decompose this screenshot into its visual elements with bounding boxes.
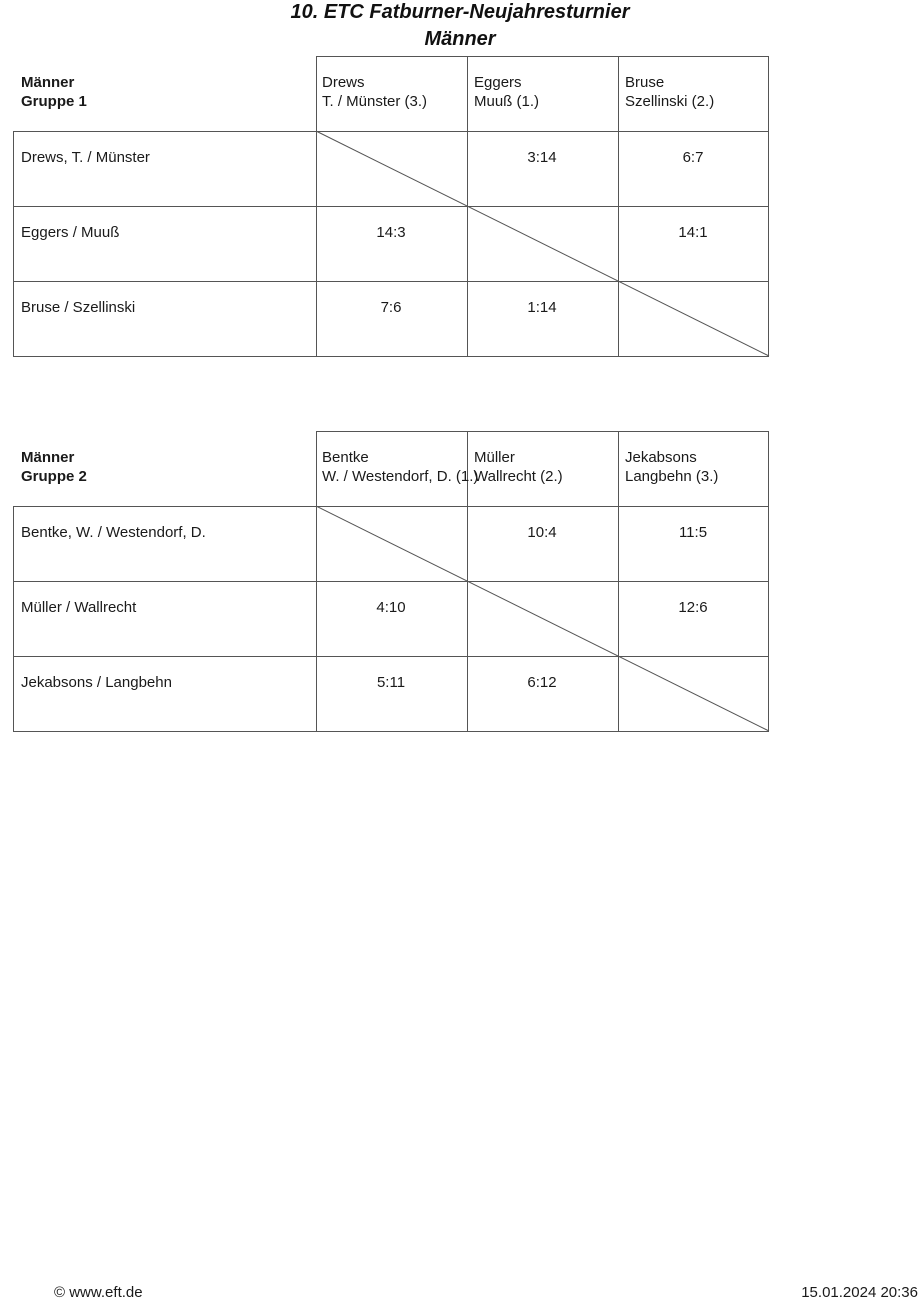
page-title: 10. ETC Fatburner-Neujahresturnier bbox=[290, 1, 630, 23]
column-header bbox=[625, 73, 714, 111]
grid-line bbox=[13, 356, 769, 357]
column-header-line2: Wallrecht (2.) bbox=[474, 468, 563, 485]
column-header-line2: Szellinski (2.) bbox=[625, 93, 715, 110]
column-header-line1: Bentke bbox=[322, 449, 369, 466]
column-header-line1: Jekabsons bbox=[625, 449, 697, 466]
footer-copyright-link[interactable]: © www.eft.de bbox=[54, 1284, 143, 1301]
score-cell: 11:5 bbox=[678, 524, 708, 541]
score-cell: 10:4 bbox=[527, 524, 557, 541]
score-cell: 6:7 bbox=[682, 149, 704, 166]
grid-line bbox=[13, 731, 769, 732]
column-header-line1: Müller bbox=[474, 449, 515, 466]
group-1-table bbox=[13, 56, 769, 356]
score-cell: 12:6 bbox=[678, 599, 708, 616]
group-2-table bbox=[13, 431, 769, 731]
score-cell: 6:12 bbox=[527, 674, 557, 691]
group-title-line2: Gruppe 2 bbox=[21, 468, 87, 485]
score-cell: 1:14 bbox=[527, 299, 557, 316]
column-header-line2: T. / Münster (3.) bbox=[322, 93, 428, 110]
row-team-name: Müller / Wallrecht bbox=[21, 599, 137, 616]
row-team-name: Drews, T. / Münster bbox=[21, 149, 150, 166]
column-header bbox=[322, 448, 478, 486]
group-title-line2: Gruppe 1 bbox=[21, 93, 87, 110]
grid-line bbox=[316, 56, 769, 57]
column-header bbox=[474, 73, 539, 111]
column-header-line1: Bruse bbox=[625, 74, 665, 91]
row-team-name: Eggers / Muuß bbox=[21, 224, 120, 241]
score-cell: 14:1 bbox=[678, 224, 708, 241]
column-header-line2: Langbehn (3.) bbox=[625, 468, 719, 485]
grid-line bbox=[13, 131, 14, 357]
column-header bbox=[625, 448, 718, 486]
score-cell: 4:10 bbox=[376, 599, 406, 616]
score-cell: 5:11 bbox=[376, 674, 406, 691]
footer-timestamp: 15.01.2024 20:36 bbox=[801, 1284, 918, 1301]
group-title-line1: Männer bbox=[21, 74, 75, 91]
score-cell: 14:3 bbox=[376, 224, 406, 241]
score-cell: 7:6 bbox=[380, 299, 402, 316]
score-cell: 3:14 bbox=[527, 149, 557, 166]
column-header-line1: Eggers bbox=[474, 74, 522, 91]
group-title bbox=[21, 448, 87, 486]
group-title bbox=[21, 73, 87, 111]
group-title-line1: Männer bbox=[21, 449, 75, 466]
column-header-line2: Muuß (1.) bbox=[474, 93, 540, 110]
page-subtitle: Männer bbox=[424, 28, 496, 50]
row-team-name: Bentke, W. / Westendorf, D. bbox=[21, 524, 206, 541]
column-header bbox=[322, 73, 427, 111]
row-team-name: Bruse / Szellinski bbox=[21, 299, 136, 316]
grid-line bbox=[316, 431, 769, 432]
row-team-name: Jekabsons / Langbehn bbox=[21, 674, 172, 691]
column-header-line2: W. / Westendorf, D. (1.) bbox=[322, 468, 479, 485]
grid-line bbox=[13, 506, 14, 732]
column-header bbox=[474, 448, 563, 486]
column-header-line1: Drews bbox=[322, 74, 365, 91]
